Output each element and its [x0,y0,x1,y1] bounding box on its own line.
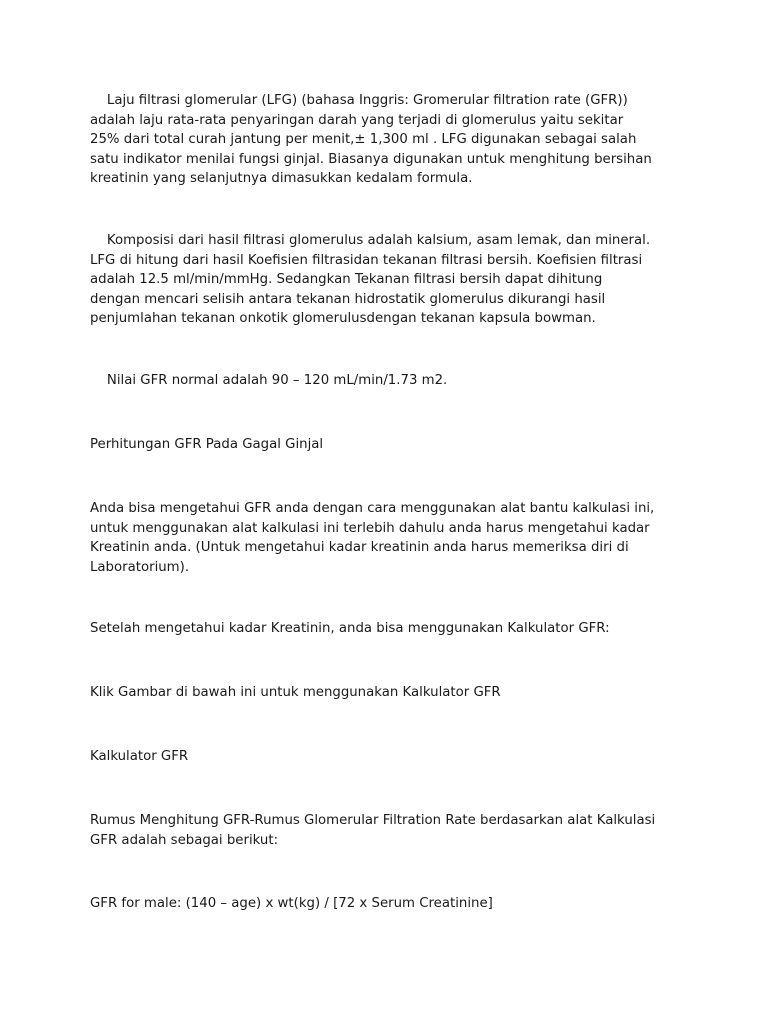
text-line: LFG di hitung dari hasil Koefisien filtrasidan tekanan filtrasi bersih. Koefisien filtrasi [90,252,643,268]
paragraph-click-image [90,683,690,703]
text-line: Kalkulator GFR [90,749,189,764]
text-line: Laju filtrasi glomerular (LFG) (bahasa Inggris: Gromerular filtration rate (GFR)) [90,93,628,108]
text-line: Perhitungan GFR Pada Gagal Ginjal [90,437,324,452]
text-line: Setelah mengetahui kadar Kreatinin, anda bisa menggunakan Kalkulator GFR: [90,621,610,636]
text-line: Komposisi dari hasil filtrasi glomerulus adalah kalsium, asam lemak, dan mineral. [90,233,651,248]
paragraph-calculator-label [90,747,690,767]
text-line: Laboratorium). [90,559,190,575]
text-line: dengan mencari selisih antara tekanan hidrostatik glomerulus dikurangi hasil [90,291,606,307]
paragraph-after-creatinine [90,619,690,639]
paragraph-male-formula [90,894,690,914]
text-line: penjumlahan tekanan onkotik glomerulusdengan tekanan kapsula bowman. [90,311,596,326]
text-line: Anda bisa mengetahui GFR anda dengan cara menggunakan alat bantu kalkulasi ini, [90,501,655,516]
paragraph-normal-gfr [90,371,690,391]
text-line: adalah 12.5 ml/min/mmHg. Sedangkan Tekanan filtrasi bersih dapat dihitung [90,272,603,287]
paragraph-lfg-definition [90,91,690,189]
text-line: Rumus Menghitung GFR-Rumus Glomerular Filtration Rate berdasarkan alat Kalkulasi [90,813,656,828]
paragraph-calculator-intro [90,499,690,577]
text-line: adalah laju rata-rata penyaringan darah yang terjadi di glomerulus yaitu sekitar [90,112,624,128]
text-line: GFR adalah sebagai berikut: [90,832,279,848]
section-heading [90,435,690,455]
text-line: kreatinin yang selanjutnya dimasukkan kedalam formula. [90,171,473,186]
paragraph-formula-intro [90,811,690,850]
text-line: Nilai GFR normal adalah 90 – 120 mL/min/1.73 m2. [90,373,448,388]
text-line: untuk menggunakan alat kalkulasi ini terlebih dahulu anda harus mengetahui kadar [90,520,650,536]
text-line: satu indikator menilai fungsi ginjal. Biasanya digunakan untuk menghitung bersihan [90,151,652,167]
text-line: 25% dari total curah jantung per menit,± 1,300 ml . LFG digunakan sebagai salah [90,132,637,147]
text-line: Kreatinin anda. (Untuk mengetahui kadar kreatinin anda harus memeriksa diri di [90,540,629,555]
text-line: GFR for male: (140 – age) x wt(kg) / [72 x Serum Creatinine] [90,896,493,911]
paragraph-filtration-composition [90,231,690,329]
text-line: Klik Gambar di bawah ini untuk menggunakan Kalkulator GFR [90,685,501,700]
